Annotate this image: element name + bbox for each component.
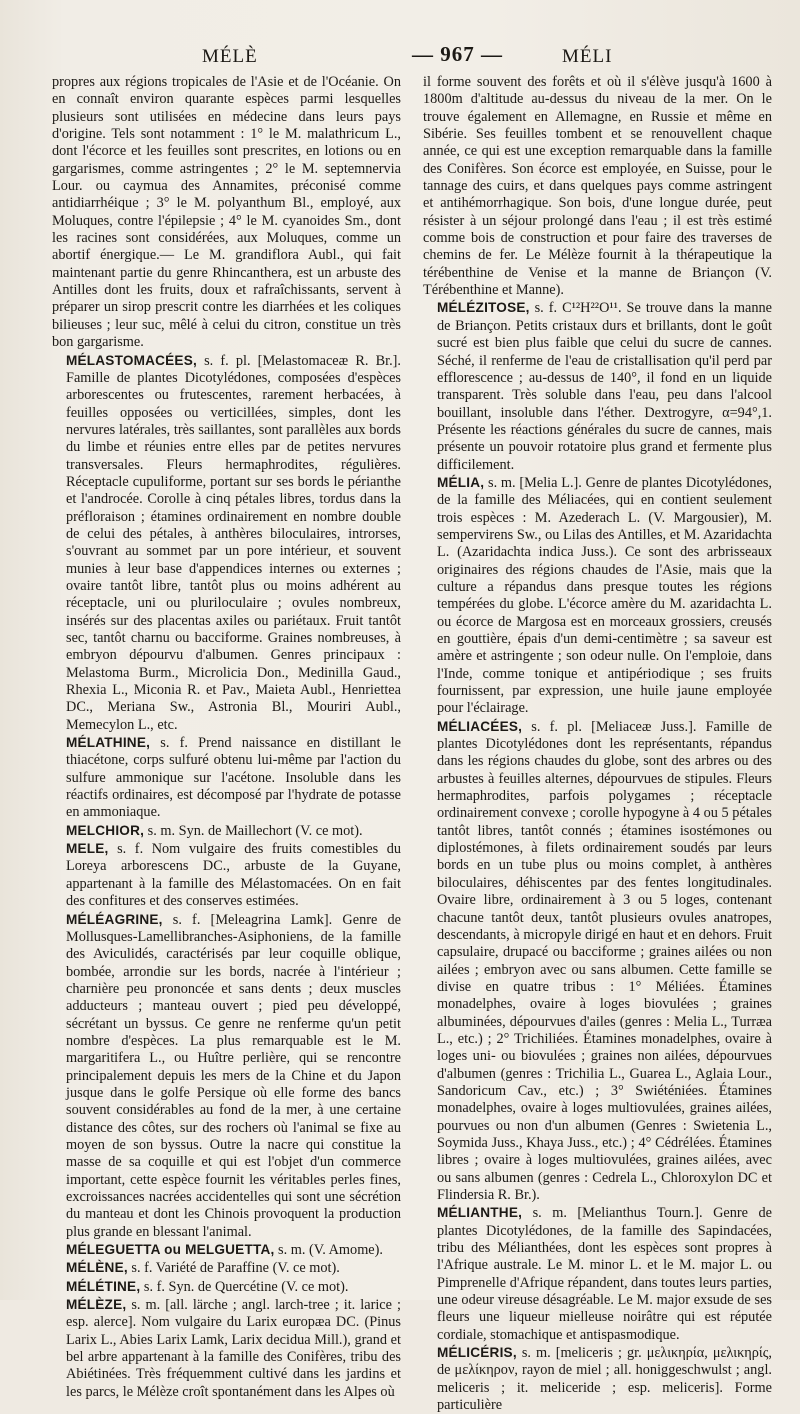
entry-body: propres aux régions tropicales de l'Asie et de l'Océanie. On en connaît environ quarante espèces parmi lesquelles plusieurs sont utilisées en médecine dans leurs pays d'origine. Tels sont notamment : 1° le M. malathricum L., dont l'écorce et les feuilles sont prescrites, en lotions ou en gargarismes, comme astringentes ; 2° le M. septemnervia Lour. ou caymua des Annamites, préconisé comme antidiarrhéique ; 3° le M. polyanthum Bl., employé, aux Moluques, contre l'épilepsie ; 4° le M. cyanoides Sm., dont les racines sont considérées, aux Moluques, comme un abortif énergique.— Le M. grandiflora Aubl., qui fait maintenant partie du genre Rhincanthera, est un arbuste des Antilles dont les fruits, doux et rafraîchissants, servent à préparer un sirop prescrit contre les diarrhées et les coliques bilieuses ; leur suc, mêlé à celui du citron, constitue un très bon gargarisme. [52, 74, 401, 351]
entry-body: s. m. (V. Amome). [274, 1242, 383, 1259]
entry-body: s. f. pl. [Meliaceæ Juss.]. Famille de plantes Dicotylédones dont les représentants, répandus dans les régions chaudes du globe, sont des arbres ou des arbustes à feuilles alternes, dépourvues de stipules. Fleurs hermaphrodites, parfois polygames ; réceptacle ordinairement convexe ; corolle hypogyne à 4 ou 5 pétales tantôt libres, tantôt connés ; étamines isostémones ou diplostémones, à filets ordinairement soudés par leurs bords en un tube plus ou moins complet, à anthères biloculaires, déhiscentes par des fentes longitudinales. Ovaire libre, ordinairement à 3 ou 5 loges, contenant chacune tantôt deux, tantôt plusieurs ovules anatropes, descendants, à micropyle dirigé en haut et en dehors. Fruit capsulaire, drupacé ou bacciforme ; graines ailées ou non ailées ; embryon avec ou sans albumen. Cette famille se divise en quatre tribus : 1° Méliées. Étamines monadelphes, ovaire à loges biovulées ; graines albuminées, dépourvues d'ailes (genres : Melia L., Turræa L., etc.) ; 2° Trichiliées. Étamines monadelphes, ovaire à loges uni- ou biovulées ; graines non ailées, dépourvues d'albumen (genres : Trichilia L., Guarea L., Aglaia Lour., Sandoricum Cav., etc.) ; 3° Swiéténiées. Étamines monadelphes, ovaire à loges multiovulées, graines ailées, pourvues ou non d'un albumen (Genres : Swietenia L., Soymida Juss., Khaya Juss., etc.) ; 4° Cédrélées. Étamines libres ; ovaire à loges multiovulées, graines ailées, avec ou sans albumen (genres : Cedrela L., Chloroxylon DC et Flindersia R. Br.). [437, 718, 772, 1203]
dictionary-entry [52, 840, 401, 910]
entry-headword: MÉLIA, [437, 474, 485, 490]
entry-headword: MÉLASTOMACÉES, [66, 352, 197, 368]
left-column [52, 74, 401, 1400]
running-header [52, 42, 760, 72]
entry-headword: MÉLIANTHE, [437, 1205, 523, 1221]
entry-body: s. m. [Melia L.]. Genre de plantes Dicotylédones, de la famille des Méliacées, qui en contient seulement trois espèces : M. Azederach L. (V. Margousier), M. sempervirens Sw., ou Lilas des Antilles, et M. Azaridachta L. (Azaridachta indica Juss.). Ce sont des arbrisseaux originaires des régions chaudes de l'Asie, mais que la culture a répandus dans presque toutes les régions tempérées du globe. L'écorce amère du M. azaridachta L. ou écorce de Margosa est en morceaux grossiers, creusés en gouttière, épais d'un demi-centimètre ; sa saveur est amère et astringente ; son odeur nulle. On l'emploie, dans l'Inde, comme tonique et antipériodique ; ses fruits fournissent, par expression, une huile jaune employée pour l'éclairage. [437, 474, 772, 717]
dictionary-entry [52, 911, 401, 1242]
header-right-guideword: MÉLI [562, 46, 613, 67]
dictionary-entry [52, 1278, 401, 1296]
entry-headword: MÉLÉAGRINE, [66, 911, 163, 927]
entry-body: s. f. Nom vulgaire des fruits comestibles du Loreya arborescens DC., arbuste de la Guyane, appartenant à la famille des Mélastomacées. On en fait des confitures et des conserves estimées. [66, 841, 401, 910]
entry-continuation [52, 74, 401, 352]
entry-body: il forme souvent des forêts et où il s'élève jusqu'à 1600 à 1800m d'altitude au-dessus du niveau de la mer. On le trouve également en Allemagne, en Russie et même en Sibérie. Ses feuilles tombent et se renouvellent chaque année, ce qui est une exception remarquable dans la famille des Conifères. Son écorce est employée, en Suisse, pour le tannage des cuirs, et dans quelques pays comme astringent et antihémorrhagique. Son bois, d'une longue durée, peut résister à un séjour prolongé dans l'eau ; il est très estimé comme bois de construction et pour faire des traverses de chemins de fer. Le Mélèze fournit à la thérapeutique la térébenthine de Venise et la manne de Briançon (V. Térébenthine et Manne). [423, 74, 772, 299]
entry-body: s. f. Variété de Paraffine (V. ce mot). [127, 1260, 340, 1277]
dictionary-entry [423, 299, 772, 473]
right-column [423, 74, 772, 1414]
header-left-guideword: MÉLÈ [202, 46, 258, 67]
entry-body: s. f. Prend naissance en distillant le thiacétone, corps sulfuré obtenu lui-même par l'action du sulfure ammonique sur l'acétone. Insoluble dans les réactifs ordinaires, est décomposé par l'hydrate de potasse en ammoniaque. [66, 735, 401, 821]
entry-body: s. f. C¹²H²²O¹¹. Se trouve dans la manne de Briançon. Petits cristaux durs et brillants, dont le goût sucré est bien plus faible que celui du sucre de cannes. Séché, il renferme de l'eau de cristallisation qu'il perd par efflorescence ; au-dessus de 140°, il fond en un liquide transparent. Très soluble dans l'eau, peu dans l'alcool bouillant, insoluble dans l'éther. Dextrogyre, α=94°,1. Présente les réactions générales du sucre de cannes, mais présente un pouvoir rotatoire plus grand et fermente plus difficilement. [437, 300, 772, 473]
entry-headword: MÉLEGUETTA ou MELGUETTA, [66, 1242, 275, 1258]
entry-body: s. f. [Meleagrina Lamk]. Genre de Mollusques-Lamellibranches-Asiphoniens, de la famille des Aviculidés, caractérisés par leur coquille oblique, bombée, arrondie sur les bords, nacrée à l'intérieur ; charnière peu prononcée et sans dents ; deux muscles adducteurs ; manteau ouvert ; pied peu développé, sécrétant un byssus. Ce genre ne renferme qu'un petit nombre d'espèces. La plus remarquable est le M. margaritifera L., ou Huître perlière, qui se rencontre principalement depuis les mers de la Chine et du Japon jusque dans le golfe Persique où elle forme des bancs souvent considérables au fond de la mer, à une certaine distance des côtes, sur des rochers où l'animal se fixe au moyen de son byssus. Outre la nacre qui constitue la masse de sa coquille et qui est l'objet d'un commerce important, cette espèce fournit les véritables perles fines, excroissances nacrées accidentelles qui sont une sécrétion du manteau et dont les Chinois provoquent la production plus grande en blessant l'animal. [66, 911, 401, 1240]
entry-headword: MÉLÈZE, [66, 1297, 127, 1313]
dictionary-entry [423, 1344, 772, 1414]
text-columns [52, 74, 772, 1414]
dictionary-entry [52, 1259, 401, 1277]
entry-continuation [423, 74, 772, 299]
entry-headword: MÉLÉZITOSE, [437, 300, 530, 316]
dictionary-entry [423, 1204, 772, 1344]
entry-headword: MÉLÈNE, [66, 1260, 128, 1276]
entry-headword: MELCHIOR, [66, 822, 145, 838]
page-number: — 967 — [412, 42, 503, 66]
entry-headword: MELE, [66, 841, 109, 857]
dictionary-entry [52, 352, 401, 735]
entry-body: s. m. [meliceris ; gr. μελικηρία, μελικηρίς, de μελίκηρον, rayon de miel ; all. honiggeschwulst ; angl. meliceris ; it. meliceride ; esp. meliceris]. Forme particulière [437, 1345, 772, 1414]
entry-headword: MÉLÉTINE, [66, 1278, 141, 1294]
entry-body: s. m. [Melianthus Tourn.]. Genre de plantes Dicotylédones, de la famille des Sapindacées, tribu des Mélianthées, dont les espèces sont propres à l'Afrique australe. Le M. minor L. et le M. major L. ou Pimprenelle d'Afrique répandent, dans toutes leurs parties, une odeur vireuse désagréable. Le M. major exsude de ses fleurs une liqueur mielleuse noirâtre qui est réputée cordiale, stomachique et antispasmodique. [437, 1205, 772, 1343]
dictionary-entry [52, 822, 401, 840]
entry-headword: MÉLICÉRIS, [437, 1345, 517, 1361]
dictionary-entry [52, 734, 401, 822]
dictionary-entry [52, 1296, 401, 1401]
entry-body: s. m. Syn. de Maillechort (V. ce mot). [144, 822, 363, 839]
entry-headword: MÉLIACÉES, [437, 718, 523, 734]
entry-headword: MÉLATHINE, [66, 735, 151, 751]
entry-body: s. f. Syn. de Quercétine (V. ce mot). [140, 1278, 349, 1295]
dictionary-entry [423, 474, 772, 718]
entry-body: s. m. [all. lärche ; angl. larch-tree ; it. larice ; esp. alerce]. Nom vulgaire du Larix europæa DC. (Pinus Larix L., Abies Larix Lamk, Larix decidua Mill.), grand et bel arbre appartenant à la famille des Conifères, tribu des Abiétinées. Très fréquemment cultivé dans les jardins et les parcs, le Mélèze croît spontanément dans les Alpes où [66, 1297, 401, 1400]
dictionary-entry [52, 1241, 401, 1259]
dictionary-entry [423, 718, 772, 1205]
entry-body: s. f. pl. [Melastomaceæ R. Br.]. Famille de plantes Dicotylédones, composées d'espèces arborescentes ou frutescentes, rarement herbacées, à feuilles opposées ou verticillées, simples, dont les nervures latérales, très saillantes, sont parallèles aux bords du limbe et réunies entre elles par de petites nervures transversales. Fleurs hermaphrodites, régulières. Réceptacle cupuliforme, portant sur ses bords le périanthe et l'androcée. Corolle à cinq pétales libres, tordus dans la préfloraison ; étamines ordinairement en nombre double de celui des pétales, à anthères biloculaires, introrses, s'ouvrant au sommet par un pore intérieur, et souvent munies à leur base d'appendices internes ou externes ; ovaire tantôt libre, tantôt plus ou moins adhérent au réceptacle, uni ou pluriloculaire ; ovules nombreux, insérés sur des placentas axiles ou pariétaux. Fruit tantôt sec, tantôt charnu ou bacciforme. Graines nombreuses, à embryon dépourvu d'albumen. Genres principaux : Melastoma Burm., Microlicia Don., Medinilla Gaud., Rhexia L., Miconia R. et Pav., Maieta Aubl., Henriettea DC., Meriana Sw., Astronia Bl., Mouriri Aubl., Memecylon L., etc. [66, 352, 401, 733]
